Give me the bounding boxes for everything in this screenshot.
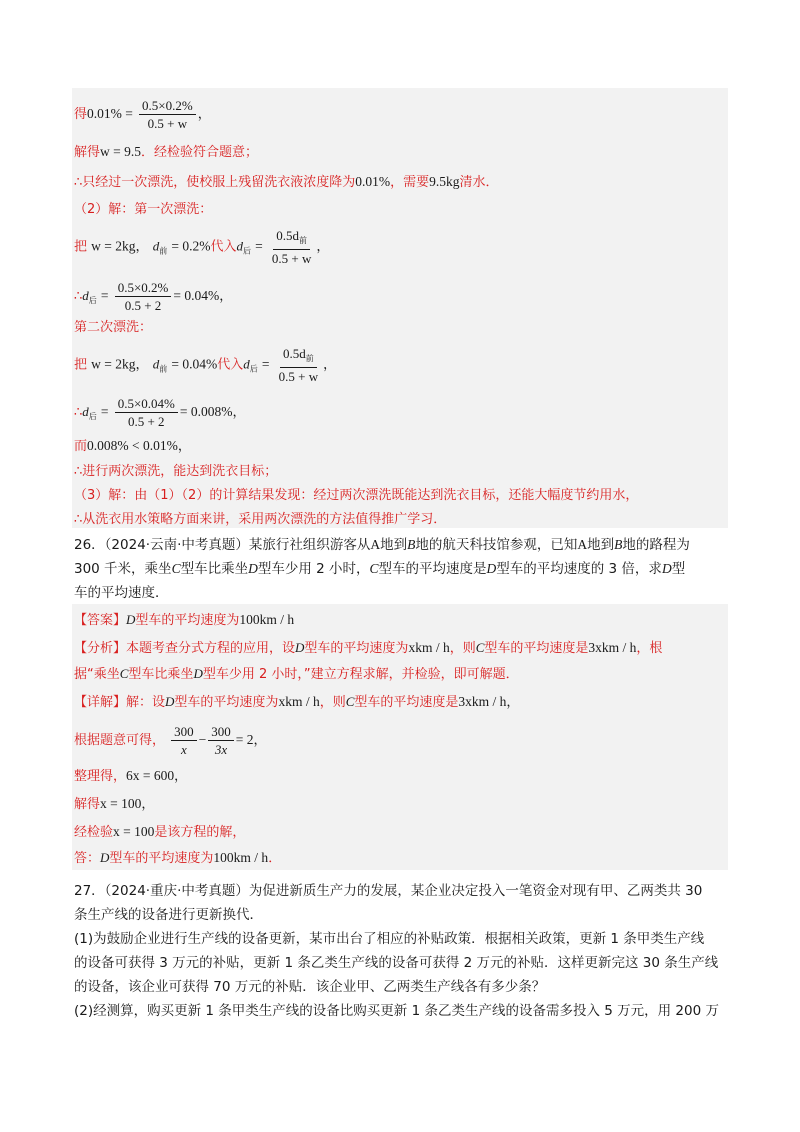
math: w = 2kg — [91, 238, 136, 254]
text: 型车的平均速度是 — [484, 641, 589, 656]
math: C — [475, 640, 485, 655]
q27-line-6: (2)经测算，购买更新 1 条甲类生产线的设备比购买更新 1 条乙类生产线的设备需多投入 5 万元，用 200 万 — [74, 1003, 719, 1019]
math: − — [198, 732, 207, 747]
subscript: 前 — [159, 364, 168, 374]
text: ∴ — [74, 405, 83, 420]
math: = 2 — [235, 732, 254, 747]
subscript: 后 — [88, 296, 97, 305]
text: ，根 — [636, 641, 663, 656]
subscript: 前 — [298, 236, 307, 245]
q26-line-1 — [74, 534, 690, 556]
text: ， — [232, 405, 246, 420]
text: 解得 — [74, 797, 101, 812]
text: ， — [197, 107, 211, 122]
math: = 0.04% — [173, 288, 220, 303]
math: = 0.04% — [171, 356, 218, 372]
sol-line-6 — [74, 280, 232, 313]
subscript: 前 — [159, 246, 168, 256]
text: ∴ — [74, 289, 83, 304]
text: 解得 — [74, 145, 101, 160]
text: 整理得， — [74, 769, 127, 784]
math: D — [661, 561, 672, 576]
text: 型车的平均速度的 3 倍，求 — [496, 561, 662, 577]
math: C — [369, 561, 379, 576]
text: ， — [174, 769, 188, 784]
text: 把 — [74, 357, 88, 373]
text: 本题考查分式方程的应用，设 — [126, 641, 296, 656]
text: 答： — [74, 851, 101, 866]
text: ∴只经过一次漂洗，使校服上残留洗衣液浓度降为 — [74, 175, 356, 190]
math: D — [126, 612, 136, 627]
fraction-num: 300 — [171, 724, 197, 741]
ans-line-9 — [74, 848, 281, 869]
math: C — [171, 561, 181, 576]
math: 0.008% < 0.01% — [87, 438, 178, 453]
math: 100km / h — [239, 612, 295, 627]
ans-line-6 — [74, 766, 187, 787]
text: 经检验 — [74, 825, 114, 840]
text: 代入 — [210, 239, 237, 255]
sol-line-8 — [74, 346, 336, 384]
sol-line-2 — [74, 142, 258, 163]
math: = 0.008% — [179, 404, 233, 419]
sol-line-9 — [74, 396, 245, 429]
sol-line-13: ∴从洗衣用水策略方面来讲，采用两次漂洗的方法值得推广学习． — [74, 512, 447, 527]
fraction-num — [280, 346, 317, 368]
math: C — [345, 694, 355, 709]
fraction — [208, 724, 234, 757]
sol-line-10 — [74, 436, 191, 457]
ans-line-1 — [74, 610, 294, 631]
fraction — [171, 724, 197, 757]
math: w = 9.5 — [100, 144, 142, 159]
math: xkm / h — [408, 640, 450, 655]
math: 0.5d — [282, 346, 306, 361]
sol-line-7: 第二次漂洗： — [74, 320, 153, 335]
math: D — [100, 850, 110, 865]
fraction-den: 0.5 + 2 — [124, 298, 162, 313]
ans-line-5 — [74, 724, 267, 757]
text: ． — [268, 851, 282, 866]
subscript: 前 — [305, 354, 314, 363]
math: B — [407, 537, 416, 552]
math: C — [119, 666, 129, 681]
math: w = 2kg — [91, 356, 136, 372]
sol-line-3 — [74, 172, 499, 193]
math: d — [152, 238, 160, 254]
text: 代入 — [217, 357, 244, 373]
answer-tag: 【答案】 — [74, 613, 127, 628]
text: 型 — [671, 561, 686, 577]
math: B — [614, 537, 623, 552]
math: = 0.2% — [171, 238, 211, 254]
ans-line-7 — [74, 794, 154, 815]
text: 地到 — [587, 537, 615, 553]
q27-line-5: 的设备，该企业可获得 70 万元的补贴．该企业甲、乙两类生产线各有多少条？ — [74, 979, 546, 995]
text: 型车的平均速度是 — [378, 561, 487, 577]
text: 型车的平均速度为 — [174, 695, 279, 710]
math: D — [486, 561, 497, 576]
math: = — [261, 356, 270, 372]
math: d — [243, 356, 250, 372]
q27-line-1: 27．（2024·重庆·中考真题）为促进新质生产力的发展，某企业决定投入一笔资金对现有甲、乙两类共 30 — [74, 883, 703, 899]
text: 型车少用 2 小时，”建立方程求解，并检验，即可解题． — [202, 667, 519, 682]
fraction — [276, 346, 321, 384]
math: 0.5d — [276, 228, 299, 243]
text: 型车比乘坐 — [180, 561, 249, 577]
q26-line-2 — [74, 558, 685, 580]
fraction-den: x — [181, 742, 187, 757]
text: 地的航天科技馆参观，已知 — [415, 537, 578, 553]
text: ， — [316, 239, 330, 255]
text: 型车的平均速度为 — [304, 641, 409, 656]
text: 型车的平均速度为 — [135, 613, 240, 628]
math: D — [165, 694, 175, 709]
math: D — [295, 640, 305, 655]
q27-line-2: 条生产线的设备进行更新换代． — [74, 907, 263, 923]
text: 据“乘坐 — [74, 667, 120, 682]
analysis-tag: 【分析】 — [74, 641, 127, 656]
text: 得 — [74, 107, 88, 122]
math: 6x = 600 — [126, 768, 175, 783]
ans-line-2 — [74, 638, 662, 659]
math: 0.01% = — [87, 106, 133, 121]
fraction-num: 0.5×0.2% — [115, 280, 172, 297]
math: = — [255, 238, 263, 254]
text: ，则 — [449, 641, 476, 656]
math: D — [248, 561, 258, 576]
math: = — [100, 404, 109, 419]
math: 3xkm / h — [588, 640, 637, 655]
ans-line-3 — [74, 664, 519, 685]
text: ， — [219, 289, 233, 304]
subscript: 后 — [249, 364, 258, 374]
subscript: 后 — [242, 246, 251, 256]
fraction — [269, 228, 314, 266]
subscript: 后 — [88, 412, 97, 421]
math: xkm / h — [278, 694, 320, 709]
fraction-den: 3x — [214, 742, 228, 757]
text: 把 — [74, 239, 88, 255]
math: D — [193, 666, 203, 681]
fraction-num: 0.5×0.2% — [139, 98, 196, 115]
text: 根据题意可得， — [74, 733, 166, 748]
sol-line-4: （2）解：第一次漂洗： — [74, 202, 213, 217]
math: A — [577, 537, 588, 552]
math: x = 100 — [113, 824, 155, 839]
fraction-num: 0.5×0.04% — [115, 396, 178, 413]
text: ， — [253, 733, 267, 748]
math: d — [236, 238, 243, 254]
fraction — [115, 280, 172, 313]
text: 地到 — [380, 537, 408, 553]
sol-line-1 — [74, 98, 211, 131]
math: 9.5kg — [429, 174, 460, 189]
math: A — [370, 537, 381, 552]
text: 解：设 — [126, 695, 166, 710]
fraction-num — [273, 228, 310, 250]
text: 26．（2024·云南·中考真题）某旅行社组织游客从 — [74, 537, 371, 553]
fraction-den: 0.5 + w — [271, 251, 312, 266]
text: ，则 — [319, 695, 346, 710]
text: 地的路程为 — [622, 537, 690, 553]
text: 300 千米，乘坐 — [74, 561, 172, 577]
fraction — [115, 396, 178, 429]
fraction-den: 0.5 + w — [278, 369, 319, 384]
math: 3xkm / h — [458, 694, 507, 709]
fraction-den: 0.5 + w — [147, 116, 188, 131]
text: ．经检验符合题意； — [141, 145, 259, 160]
fraction-den: 0.5 + 2 — [127, 414, 165, 429]
q26-line-3: 车的平均速度． — [74, 585, 169, 601]
q27-line-4: 的设备可获得 3 万元的补贴，更新 1 条乙类生产线的设备可获得 2 万元的补贴．这样更新完这 30 条生产线 — [74, 955, 719, 971]
sol-line-5 — [74, 228, 329, 266]
math: d — [152, 356, 160, 372]
text: 型车的平均速度是 — [354, 695, 459, 710]
text: ， — [135, 357, 149, 373]
detail-tag: 【详解】 — [74, 695, 127, 710]
math: = — [100, 288, 109, 303]
text: ， — [177, 439, 191, 454]
sol-line-11: ∴进行两次漂洗，能达到洗衣目标； — [74, 464, 278, 479]
text: ， — [135, 239, 149, 255]
sol-line-12: （3）解：由（1）（2）的计算结果发现：经过两次漂洗既能达到洗衣目标，还能大幅度节约用水， — [74, 488, 639, 503]
ans-line-8 — [74, 822, 245, 843]
text: 清水． — [459, 175, 499, 190]
math: x = 100 — [100, 796, 142, 811]
math: d — [82, 404, 89, 419]
math: 100km / h — [213, 850, 269, 865]
math: 0.01% — [355, 174, 391, 189]
text: 型车少用 2 小时， — [257, 561, 370, 577]
fraction — [139, 98, 196, 131]
text: ， — [506, 695, 520, 710]
text: 型车的平均速度为 — [109, 851, 214, 866]
text: 型车比乘坐 — [128, 667, 194, 682]
text: ， — [323, 357, 337, 373]
ans-line-4 — [74, 692, 519, 713]
text: 是该方程的解， — [154, 825, 246, 840]
text: 而 — [74, 439, 88, 454]
text: ， — [141, 797, 155, 812]
text: ，需要 — [390, 175, 430, 190]
fraction-num: 300 — [208, 724, 234, 741]
math: d — [82, 288, 89, 303]
q27-line-3: (1)为鼓励企业进行生产线的设备更新，某市出台了相应的补贴政策．根据相关政策，更新 1 条甲类生产线 — [74, 931, 705, 947]
